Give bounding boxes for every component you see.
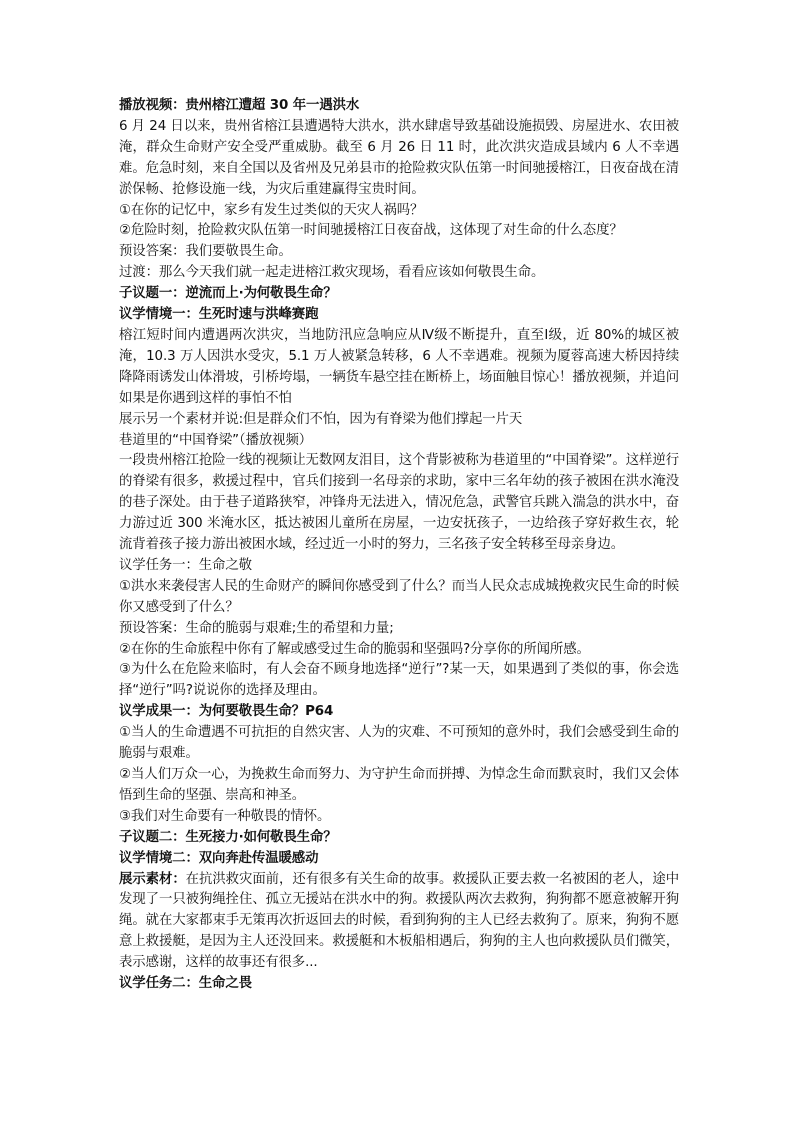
paragraph-material-intro: 展示另一个素材并说:但是群众们不怕，因为有脊梁为他们撑起一片天 <box>119 411 523 427</box>
task-1-heading: 议学任务一：生命之敬 <box>119 557 252 573</box>
preset-answer: 预设答案：我们要敬畏生命。 <box>119 244 292 260</box>
paragraph-scenario-1: 榕江短时间内遭遇两次洪灾，当地防汛应急响应从Ⅳ级不断提升，直至Ⅰ级，近 80%的城区被淹，10.3 万人因洪水受灾，5.1 万人被紧急转移，6 人不幸遇难。视频为厦蓉高速大桥因持续降降雨诱发山体滑坡，引桥垮塌，一辆货车悬空挂在断桥上，场面触目惊心！播放视频，并追问如果是你遇到这样的事怕不怕 <box>119 327 679 406</box>
scenario-2-heading: 议学情境二：双向奔赴传温暖感动 <box>119 850 319 866</box>
task-1-question-2: ②在你的生命旅程中你有了解或感受过生命的脆弱和坚强吗?分享你的所闻所感。 <box>119 641 590 657</box>
paragraph-china-spine: 一段贵州榕江抢险一线的视频让无数网友泪目，这个背影被称为巷道里的“中国脊梁”。这样逆行的脊梁有很多，救援过程中，官兵们接到一名母亲的求助，家中三名年幼的孩子被困在洪水淹没的巷子深处。由于巷子道路狭窄，冲锋舟无法进入，情况危急，武警官兵跳入湍急的洪水中，奋力游过近 300 米淹水区，抵达被困儿童所在房屋，一边安抚孩子，一边给孩子穿好救生衣，轮流背着孩子接力游出被困水域，经过近一小时的努力，三名孩子安全转移至母亲身边。 <box>119 453 679 553</box>
result-1-point-2: ②当人们万众一心，为挽救生命而努力、为守护生命而拼搏、为悼念生命而默哀时，我们又会体悟到生命的坚强、崇高和神圣。 <box>119 767 679 803</box>
task-1-question-1: ①洪水来袭侵害人民的生命财产的瞬间你感受到了什么？而当人民众志成城挽救灾民生命的时候你又感受到了什么？ <box>119 578 679 615</box>
scenario-1-heading: 议学情境一：生死时速与洪峰赛跑 <box>119 307 319 323</box>
scenario-2-material-text: 在抗洪救灾面前，还有很多有关生命的故事。救援队正要去救一名被困的老人，途中发现了一只被狗绳拴住、孤立无援站在洪水中的狗。救援队两次去救狗，狗狗都不愿意被解开狗绳。就在大家都束手无策再次折返回去的时候，看到狗狗的主人已经去救狗了。原来，狗狗不愿意上救援艇，是因为主人还没回来。救援艇和木板船相遇后，狗狗的主人也向救援队员们微笑，表示感谢，这样的故事还有很多... <box>119 871 679 971</box>
question-1: ①在你的记忆中，家乡有发生过类似的天灾人祸吗？ <box>119 202 424 218</box>
sub-topic-1-heading: 子议题一：逆流而上·为何敬畏生命？ <box>119 286 337 302</box>
result-1-point-3: ③我们对生命要有一种敬畏的情怀。 <box>119 808 331 824</box>
result-1-point-1: ①当人的生命遭遇不可抗拒的自然灾害、人为的灾难、不可预知的意外时，我们会感受到生命的脆弱与艰难。 <box>119 725 679 762</box>
question-2: ②危险时刻，抢险救灾队伍第一时间驰援榕江日夜奋战，这体现了对生命的什么态度？ <box>119 223 623 239</box>
result-1-heading: 议学成果一：为何要敬畏生命？P64 <box>119 704 334 720</box>
paragraph-flood-intro: 6 月 24 日以来，贵州省榕江县遭遇特大洪水，洪水肆虐导致基础设施损毁、房屋进水、农田被淹，群众生命财产安全受严重威胁。截至 6 月 26 日 11 时，此次洪灾造成县域内 6 人不幸遇难。危急时刻，来自全国以及省州及兄弟县市的抢险救灾队伍第一时间驰援榕江，日夜奋战在清淤保畅、抢修设施一线，为灾后重建赢得宝贵时间。 <box>119 118 679 197</box>
paragraph-scenario-2 <box>119 870 679 975</box>
task-1-preset-answer: 预设答案：生命的脆弱与艰难;生的希望和力量; <box>119 620 394 636</box>
paragraph-video-label: 巷道里的“中国脊梁”（播放视频） <box>119 432 313 448</box>
scenario-2-material-label: 展示素材： <box>119 871 186 887</box>
task-2-heading: 议学任务二：生命之畏 <box>119 976 252 992</box>
document-body <box>119 96 679 995</box>
transition-text: 过渡：那么今天我们就一起走进榕江救灾现场，看看应该如何敬畏生命。 <box>119 265 545 281</box>
task-1-question-3: ③为什么在危险来临时，有人会奋不顾身地选择“逆行”?某一天，如果遇到了类似的事，你会选择“逆行”吗?说说你的选择及理由。 <box>119 662 679 699</box>
sub-topic-2-heading: 子议题二：生死接力·如何敬畏生命？ <box>119 829 337 845</box>
heading-video-title: 播放视频：贵州榕江遭超 30 年一遇洪水 <box>119 98 360 113</box>
